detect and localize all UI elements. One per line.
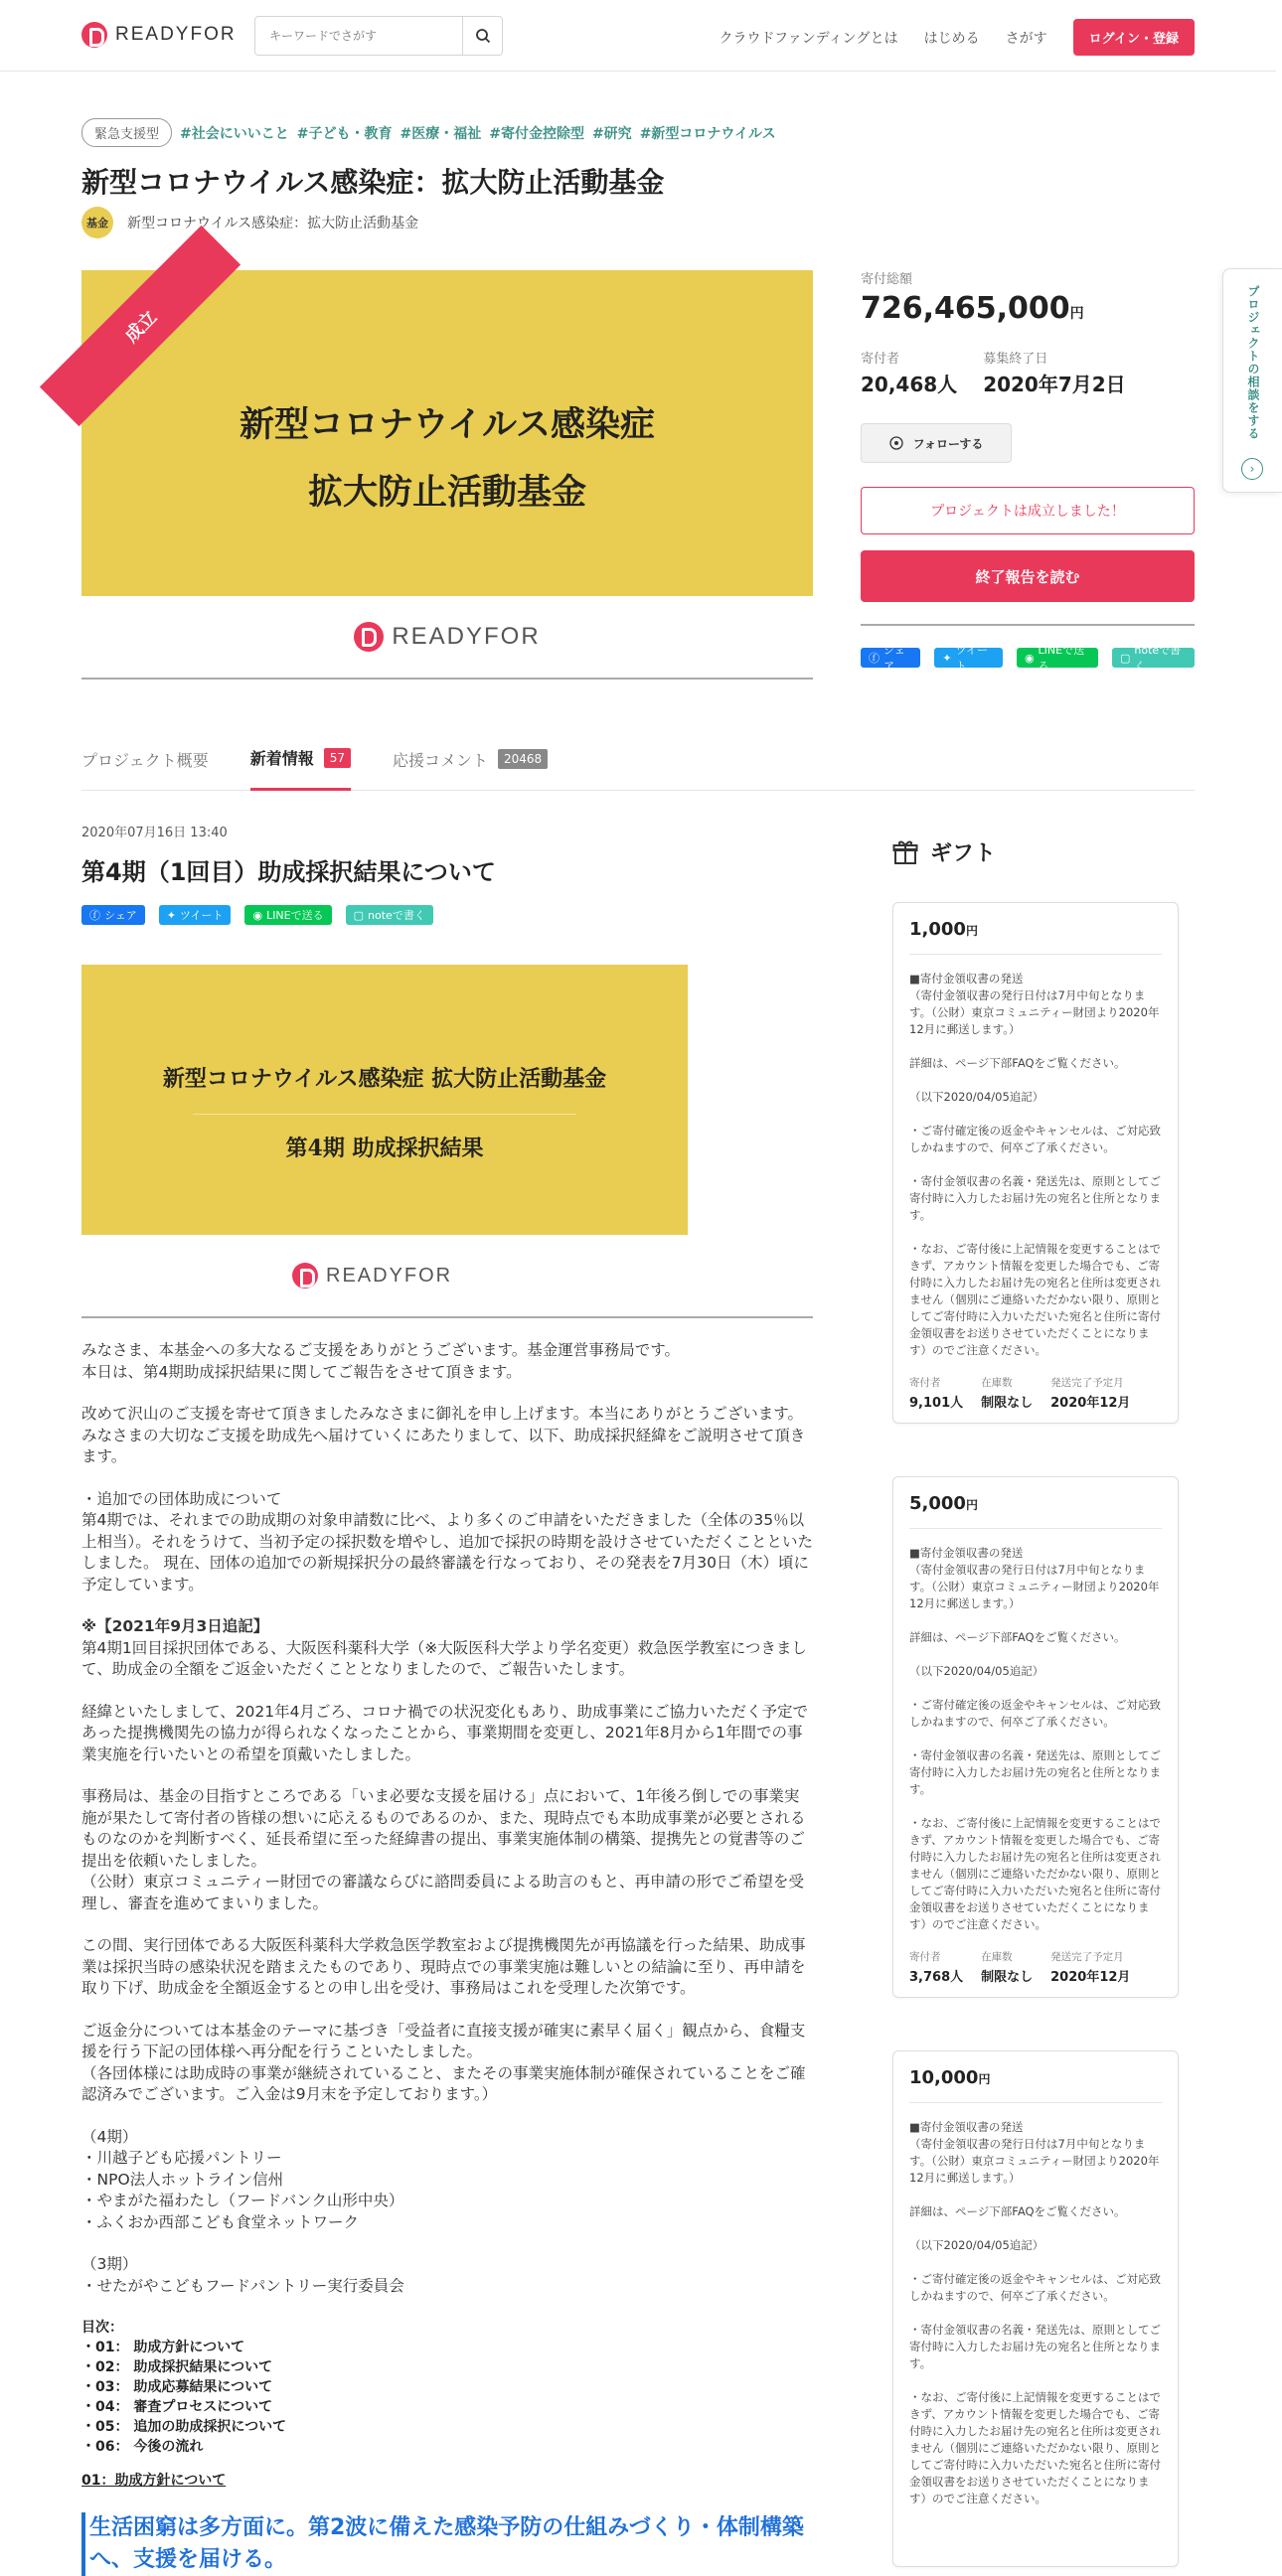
project-tags <box>81 118 776 147</box>
post-note-body: 第4期1回目採択団体である、大阪医科薬科大学（※大阪医科大学より学名変更）救急医学教室につきまして、助成金の全額をご返金いただくこととなりましたので、ご報告いたします。 <box>81 1638 807 1678</box>
divider <box>909 2102 1162 2103</box>
readyfor-logo-icon <box>292 1263 318 1288</box>
search-box <box>254 16 503 56</box>
facebook-share-button[interactable] <box>861 644 920 673</box>
tag-link[interactable]: #社会にいいこと <box>180 125 289 142</box>
tag-link[interactable]: #医療・福祉 <box>400 125 482 142</box>
gift-price-unit: 円 <box>965 924 978 938</box>
gift-meta <box>909 1375 1162 1411</box>
post-image-logo-strip <box>81 1235 813 1318</box>
gift-meta <box>909 1949 1162 1985</box>
gift-price-unit: 円 <box>978 2072 991 2086</box>
gift-description: ■寄付金領収書の発送 （寄付金領収書の発行日付は7月中旬となります。（公財）東京コミュニティー財団より2020年12月に郵送します。） 詳細は、ページ下部FAQをご覧ください。 （以下2020/04/05追記） ・ご寄付確定後の返金やキャンセルは、ご対応致しかねますので、何卒ご了承ください。 ・寄付金領収書の名義・発送先は、原則としてご寄付時に入力したお届け先の宛名と住所となります。 ・なお、ご寄付後に上記情報を変更することはできず、アカウント情報を変更した場合でも、ご寄付時に入力したお届け先の宛名と住所は変更されません（個別にご連絡いただかない限り、原則としてご寄付時に入力いただいた宛名と住所に寄付金領収書をお送りさせていただくことになります）のでご注意ください。 <box>909 1546 1161 1931</box>
post-title: 第4期（1回目）助成採択結果について <box>81 858 496 886</box>
project-stats <box>861 268 1195 673</box>
twitter-icon: ✦ <box>166 908 176 922</box>
line-share-label: LINEで送る <box>1038 644 1085 673</box>
total-value: 726,465,000 <box>861 291 1070 326</box>
line-share-button[interactable] <box>1017 644 1098 673</box>
gift-meta-label: 寄付者 <box>909 1951 941 1963</box>
nav-link-start[interactable]: はじめる <box>923 30 980 47</box>
section-heading: 生活困窮は多方面に。第2波に備えた感染予防の仕組みづくり・体制構築へ、支援を届ける。 <box>81 2512 813 2576</box>
consultation-label: プロジェクトの相談をする <box>1246 285 1260 440</box>
line-icon: ◉ <box>252 908 263 922</box>
donors-label: 寄付者 <box>861 352 900 367</box>
post-paragraph: ご返金分については本基金のテーマに基づき「受益者に直接支援が確実に素早く届く」観点から、食糧支援を行う下記の団体様へ再分配を行うこといたしました。 （各団体様には助成時の事業が継続されていること、またその事業実施体制が確保されていることをご確認済みでございます。ご入金は9月末を予定しております。） <box>81 2021 806 2103</box>
gift-price-unit: 円 <box>965 1498 978 1512</box>
project-success-button[interactable]: プロジェクトは成立しました！ <box>861 487 1195 534</box>
divider <box>909 1528 1162 1529</box>
gift-heading <box>892 836 996 867</box>
gift-description: ■寄付金領収書の発送 （寄付金領収書の発行日付は7月中旬となります。（公財）東京コミュニティー財団より2020年12月に郵送します。） 詳細は、ページ下部FAQをご覧ください。 （以下2020/04/05追記） ・ご寄付確定後の返金やキャンセルは、ご対応致しかねますので、何卒ご了承ください。 ・寄付金領収書の名義・発送先は、原則としてご寄付時に入力したお届け先の宛名と住所となります。 ・なお、ご寄付後に上記情報を変更することはできず、アカウント情報を変更した場合でも、ご寄付時に入力したお届け先の宛名と住所は変更されません（個別にご連絡いただかない限り、原則としてご寄付時に入力いただいた宛名と住所に寄付金領収書をお送りさせていただくことになります）のでご注意ください。 <box>909 972 1161 1357</box>
end-date-stat <box>983 348 1126 397</box>
gift-price-value: 10,000 <box>909 2067 979 2088</box>
post-image-line2: 第4期 助成採択結果 <box>285 1136 484 1161</box>
tag-link[interactable]: #子ども・教育 <box>296 125 393 142</box>
hero-title-line2: 拡大防止活動基金 <box>307 472 586 513</box>
tab-news[interactable] <box>250 725 351 791</box>
note-share-label: noteで書く <box>1134 644 1182 673</box>
end-date-value: 2020年7月2日 <box>983 373 1126 396</box>
site-header <box>0 0 1276 72</box>
post-share-buttons <box>81 905 813 925</box>
hero-title-line1: 新型コロナウイルス感染症 <box>240 404 655 445</box>
search-input[interactable] <box>255 17 462 55</box>
share-buttons <box>861 644 1195 673</box>
gift-stock <box>981 1949 1033 1985</box>
post-paragraph: （3期） ・せたがやこどもフードパントリー実行委員会 <box>81 2255 404 2295</box>
gift-meta-label: 在庫数 <box>981 1377 1013 1389</box>
post-paragraph: ・追加での団体助成について 第4期では、それまでの助成期の対象申請数に比べ、より多くのご申請をいただきました（全体の35％以上相当）。それをうけて、当初予定の採択数を増やし、追加で採択の時期を設けさせていただくことといたしました。 現在、団体の追加での新規採択分の最終審議を行なっており、その発表を7月30日（木）頃に予定しています。 <box>81 1489 813 1593</box>
facebook-share-button[interactable] <box>81 905 145 925</box>
owner-avatar: 基金 <box>81 207 113 238</box>
main-nav <box>719 19 1195 56</box>
news-article <box>81 822 813 2576</box>
twitter-icon: ✦ <box>942 651 952 665</box>
post-note-heading: ※【2021年9月3日追記】 <box>81 1617 269 1635</box>
gift-donors <box>909 1375 963 1411</box>
post-image <box>81 965 688 1235</box>
project-title: 新型コロナウイルス感染症：拡大防止活動基金 <box>81 166 665 199</box>
post-image-line1: 新型コロナウイルス感染症 拡大防止活動基金 <box>162 1066 607 1092</box>
total-label: 寄付総額 <box>861 272 913 287</box>
gift-ship <box>1050 1375 1130 1411</box>
gift-meta-label: 寄付者 <box>909 1377 941 1389</box>
gift-meta-value: 制限なし <box>981 1396 1034 1411</box>
post-paragraph: みなさま、本基金への多大なるご支援をありがとうございます。基金運営事務局です。 本日は、第4期助成採択結果に関してご報告をさせて頂きます。 <box>81 1341 681 1381</box>
tag-link[interactable]: #研究 <box>591 125 632 142</box>
facebook-share-label: シェア <box>104 909 137 922</box>
gift-heading-text: ギフト <box>930 841 997 866</box>
gift-meta-value: 9,101人 <box>909 1396 964 1411</box>
logo-text: READYFOR <box>115 24 237 45</box>
facebook-icon: ⓕ <box>869 652 880 665</box>
donors-value: 20,468人 <box>861 373 958 396</box>
gift-meta-label: 在庫数 <box>981 1951 1013 1963</box>
divider <box>193 1114 576 1115</box>
twitter-share-label: ツイート <box>955 644 989 673</box>
hero-image <box>81 270 813 596</box>
end-date-label: 募集終了日 <box>983 352 1048 367</box>
twitter-share-button[interactable] <box>159 905 232 925</box>
follow-button[interactable] <box>861 423 1012 463</box>
tag-link[interactable]: #新型コロナウイルス <box>639 125 776 142</box>
gift-meta-value: 2020年12月 <box>1050 1396 1131 1411</box>
line-share-label: LINEで送る <box>266 909 324 922</box>
gift-price <box>909 919 1162 940</box>
gift-ship <box>1050 1949 1130 1985</box>
follow-label: フォローする <box>912 436 984 451</box>
facebook-share-label: シェア <box>883 644 905 673</box>
project-tabs <box>81 725 1195 791</box>
divider <box>861 624 1195 626</box>
tab-label: プロジェクト概要 <box>81 750 209 770</box>
nav-link-about[interactable]: クラウドファンディングとは <box>719 30 898 47</box>
tab-label: 応援コメント <box>392 750 488 770</box>
post-image-logo-text: READYFOR <box>326 1264 453 1287</box>
post-paragraph: 事務局は、基金の目指すところである「いま必要な支援を届ける」点において、1年後ろ倒しでの事業実施が果たして寄付者の皆様の想いに応えるものであるのか、また、現時点でも本助成事業が必要とされるものなのかを判断すべく、延長希望に至った経緯書の提出、事業実施体制の構築、提携先との覚書等のご提出を依頼いたしました。 （公財）東京コミュニティー財団での審議ならびに諮問委員による助言のもと、再申請の形でご希望を受理し、審査を進めてまいりました。 <box>81 1787 806 1912</box>
success-ribbon: 成立 <box>40 226 240 426</box>
post-paragraph: 改めて沢山のご支援を寄せて頂きましたみなさまに御礼を申し上げます。本当にありがとうございます。みなさまの大切なご支援を助成先へ届けていくにあたりまして、以下、助成採択経緯をご説明させて頂きます。 <box>81 1405 806 1465</box>
readyfor-logo-icon <box>354 622 384 652</box>
post-paragraph: この間、実行団体である大阪医科薬科大学救急医学教室および提携機関先が再協議を行った結果、助成事業は採択当時の感染状況を踏まえたものであり、現時点での事業実施は難しいとの結論に至り、再申請を取り下げ、助成金を全額返金するとの申し出を受け、事務局はこれを受理した次第です。 <box>81 1936 806 1997</box>
read-report-button[interactable]: 終了報告を読む <box>861 550 1195 602</box>
table-of-contents: 目次： ・01： 助成方針について ・02： 助成採択結果について ・03： 助成応募結果について ・04： 審査プロセスについて ・05： 追加の助成採択について ・06： 今後の流れ <box>81 2320 287 2455</box>
twitter-share-label: ツイート <box>180 909 224 922</box>
section-link[interactable]: 01：助成方針について <box>81 2473 227 2489</box>
tab-comments[interactable] <box>393 725 548 791</box>
divider <box>909 954 1162 955</box>
currency-unit: 円 <box>1069 306 1084 322</box>
comments-count-badge: 20468 <box>498 749 548 769</box>
post-date: 2020年07月16日 13:40 <box>81 826 228 840</box>
project-owner[interactable] <box>81 207 418 238</box>
total-amount <box>861 291 1195 326</box>
stat-row <box>861 348 1195 397</box>
note-share-button[interactable] <box>1112 644 1195 673</box>
nav-link-search[interactable]: さがす <box>1005 30 1047 47</box>
post-paragraph: 経緯といたしまして、2021年4月ごろ、コロナ禍での状況変化もあり、助成事業にご協力いただく予定であった提携機関先の協力が得られなくなったことから、事業期間を変更し、2021年8月から1年間での事業実施を行いたいとの希望を頂戴いたしました。 <box>81 1702 809 1763</box>
gift-description: ■寄付金領収書の発送 （寄付金領収書の発行日付は7月中旬となります。（公財）東京コミュニティー財団より2020年12月に郵送します。） 詳細は、ページ下部FAQをご覧ください。 （以下2020/04/05追記） ・ご寄付確定後の返金やキャンセルは、ご対応致しかねますので、何卒ご了承ください。 ・寄付金領収書の名義・発送先は、原則としてご寄付時に入力したお届け先の宛名と住所となります。 ・なお、ご寄付後に上記情報を変更することはできず、アカウント情報を変更した場合でも、ご寄付時に入力したお届け先の宛名と住所は変更されません（個別にご連絡いただかない限り、原則としてご寄付時に入力いただいた宛名と住所に寄付金領収書をお送りさせていただくことになります）のでご注意ください。 <box>909 2120 1161 2505</box>
urgent-tag[interactable]: 緊急支援型 <box>81 118 172 147</box>
note-icon: ▢ <box>353 908 365 922</box>
chevron-right-icon: › <box>1241 458 1263 480</box>
line-icon: ◉ <box>1024 651 1035 665</box>
consultation-side-tab[interactable] <box>1222 268 1282 493</box>
post-note <box>81 1616 813 1681</box>
hero-logo-strip <box>81 596 813 680</box>
gift-meta-label: 発送完了予定月 <box>1050 1951 1124 1963</box>
gift-meta-label: 発送完了予定月 <box>1050 1377 1124 1389</box>
follow-icon <box>889 436 903 450</box>
line-share-button[interactable] <box>244 905 331 925</box>
post-paragraph: （4期） ・川越子ども応援パントリー ・NPO法人ホットライン信州 ・やまがた福わたし（フードバンク山形中央） ・ふくおか西部こども食堂ネットワーク <box>81 2127 404 2231</box>
gift-meta-value: 制限なし <box>981 1970 1034 1985</box>
gift-price-value: 5,000 <box>909 1493 966 1514</box>
tag-link[interactable]: #寄付金控除型 <box>489 125 584 142</box>
donors-stat <box>861 348 957 397</box>
search-icon <box>475 28 491 44</box>
gift-price <box>909 1493 1162 1514</box>
tab-label: 新着情報 <box>249 749 314 768</box>
login-button[interactable]: ログイン・登録 <box>1073 19 1195 56</box>
note-share-label: noteで書く <box>368 909 425 922</box>
gift-card[interactable] <box>892 902 1179 1424</box>
hero-logo-text: READYFOR <box>392 623 541 650</box>
search-button[interactable] <box>462 17 502 55</box>
news-count-badge: 57 <box>324 748 351 768</box>
readyfor-logo-icon <box>81 22 107 48</box>
tab-overview[interactable] <box>81 725 209 791</box>
note-share-button[interactable] <box>346 905 433 925</box>
post-body <box>81 1340 813 2576</box>
gift-price-value: 1,000 <box>909 919 966 940</box>
gift-meta-value: 3,768人 <box>909 1970 964 1985</box>
gift-stock <box>981 1375 1033 1411</box>
gift-icon <box>892 839 918 865</box>
gift-meta-value: 2020年12月 <box>1050 1970 1131 1985</box>
facebook-icon: ⓕ <box>89 909 100 922</box>
gift-price <box>909 2067 1162 2088</box>
owner-name: 新型コロナウイルス感染症：拡大防止活動基金 <box>127 216 419 231</box>
gift-card[interactable] <box>892 1476 1179 1998</box>
twitter-share-button[interactable] <box>934 644 1003 673</box>
note-icon: ▢ <box>1119 651 1131 665</box>
gift-donors <box>909 1949 963 1985</box>
readyfor-logo[interactable] <box>81 22 237 48</box>
gift-card[interactable] <box>892 2050 1179 2567</box>
